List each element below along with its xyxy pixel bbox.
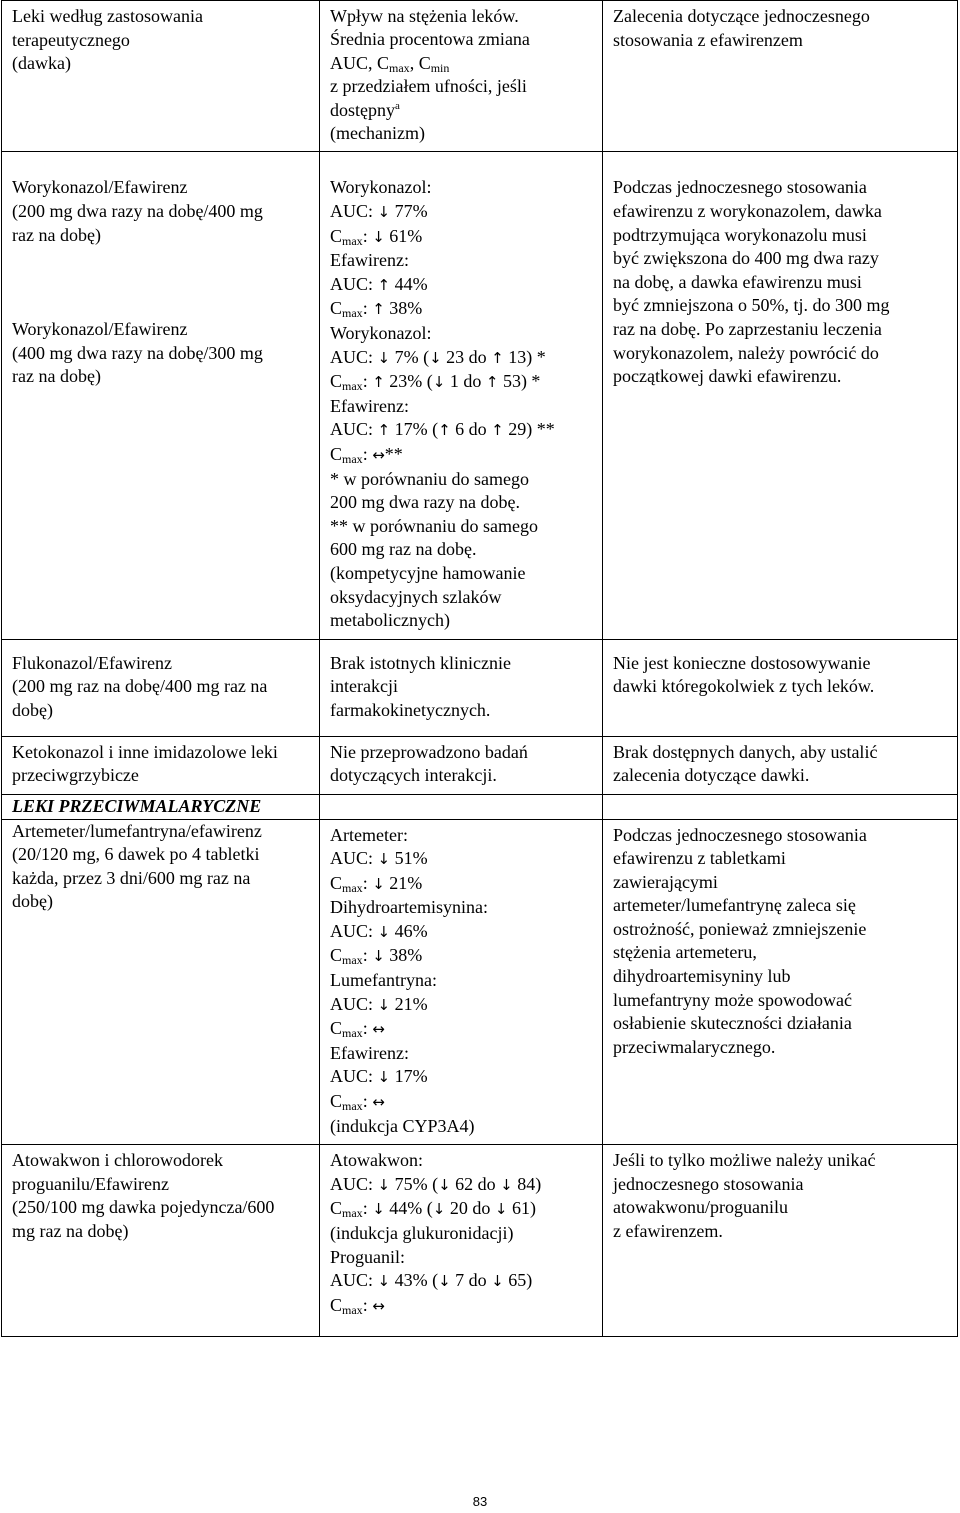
drug-cell: Flukonazol/Efawirenz (200 mg raz na dobę/400 mg raz na dobę) — [2, 639, 320, 736]
table-row-atovaquone — [2, 1145, 958, 1337]
section-heading: LEKI PRZECIWMALARYCZNE — [2, 794, 320, 819]
table-row-ketoconazole — [2, 736, 958, 794]
effect-cell: Worykonazol: AUC: ↓ 77% $C_{max}$: ↓ 61% Efawirenz: AUC: ↑ 44% $C_{max}$: ↑ 38% Worykonazol: AUC: ↓ 7% (↓ 23 do ↑ 13) * $C_{max}$: ↑ 23% (↓ 1 do ↑ 53) * Efawirenz: AUC: ↑ 17% (↑ 6 do ↑ 29) ** $C_{max}$: ↔** * w porównaniu do samego 200 mg dwa razy na dobę. ** w porównaniu do samego 600 mg raz na dobę. (kompetycyjne hamowanie oksydacyjnych szlaków metabolicznych) — [320, 152, 603, 639]
table-row-fluconazole — [2, 639, 958, 736]
drug-cell: Worykonazol/Efawirenz (200 mg dwa razy na dobę/400 mg raz na dobę) Worykonazol/Efawirenz (400 mg dwa razy na dobę/300 mg raz na dobę) — [2, 152, 320, 639]
effect-cell: Atowakwon: AUC: ↓ 75% (↓ 62 do ↓ 84) $C_{max}$: ↓ 44% (↓ 20 do ↓ 61) (indukcja glukuronidacji) Proguanil: AUC: ↓ 43% (↓ 7 do ↓ 65) $C_{max}$: ↔ — [320, 1145, 603, 1337]
drug-cell: Atowakwon i chlorowodorek proguanilu/Efawirenz (250/100 mg dawka pojedyncza/600 mg raz na dobę) — [2, 1145, 320, 1337]
recommendation-cell: Podczas jednoczesnego stosowania efawirenzu z worykonazolem, dawka podtrzymująca worykonazolu musi być zwiększona do 400 mg dwa razy na dobę, a dawka efawirenzu musi być zmniejszona o 50%, tj. do 300 mg raz na dobę. Po zaprzestaniu leczenia worykonazolem, należy powrócić do początkowej dawki efawirenzu. — [603, 152, 958, 639]
header-effects: Wpływ na stężenia leków. Średnia procentowa zmiana AUC, $C_{max}$, $C_{min}$ z przedziałem ufności, jeśli dostępny$^a$ (mechanizm) — [320, 1, 603, 152]
recommendation-cell: Podczas jednoczesnego stosowania efawirenzu z tabletkami zawierającymi artemeter/lumefantrynę zaleca się ostrożność, ponieważ zmniejszenie stężenia artemeteru, dihydroartemisyniny lub lumefantryny może spowodować osłabienie skuteczności działania przeciwmalarycznego. — [603, 819, 958, 1145]
drug-cell: Artemeter/lumefantryna/efawirenz (20/120 mg, 6 dawek po 4 tabletki każda, przez 3 dni/600 mg raz na dobę) — [2, 819, 320, 1145]
effect-cell: Nie przeprowadzono badań dotyczących interakcji. — [320, 736, 603, 794]
effect-cell: Artemeter: AUC: ↓ 51% $C_{max}$: ↓ 21% Dihydroartemisynina: AUC: ↓ 46% $C_{max}$: ↓ 38% Lumefantryna: AUC: ↓ 21% $C_{max}$: ↔ Efawirenz: AUC: ↓ 17% $C_{max}$: ↔ (indukcja CYP3A4) — [320, 819, 603, 1145]
table-header-row — [2, 1, 958, 152]
recommendation-cell: Nie jest konieczne dostosowywanie dawki któregokolwiek z tych leków. — [603, 639, 958, 736]
table-row-voriconazole — [2, 152, 958, 639]
recommendation-cell: Brak dostępnych danych, aby ustalić zalecenia dotyczące dawki. — [603, 736, 958, 794]
interaction-table — [1, 0, 958, 1337]
header-drugs: Leki według zastosowania terapeutycznego (dawka) — [2, 1, 320, 152]
recommendation-cell: Jeśli to tylko możliwe należy unikać jednoczesnego stosowania atowakwonu/proguanilu z efawirenzem. — [603, 1145, 958, 1337]
header-recommendations: Zalecenia dotyczące jednoczesnego stosowania z efawirenzem — [603, 1, 958, 152]
table-row-artemether — [2, 819, 958, 1145]
drug-cell: Ketokonazol i inne imidazolowe leki przeciwgrzybicze — [2, 736, 320, 794]
table-row-section-antimalarial — [2, 794, 958, 819]
effect-cell: Brak istotnych klinicznie interakcji farmakokinetycznych. — [320, 639, 603, 736]
page-number: 83 — [472, 1494, 488, 1509]
